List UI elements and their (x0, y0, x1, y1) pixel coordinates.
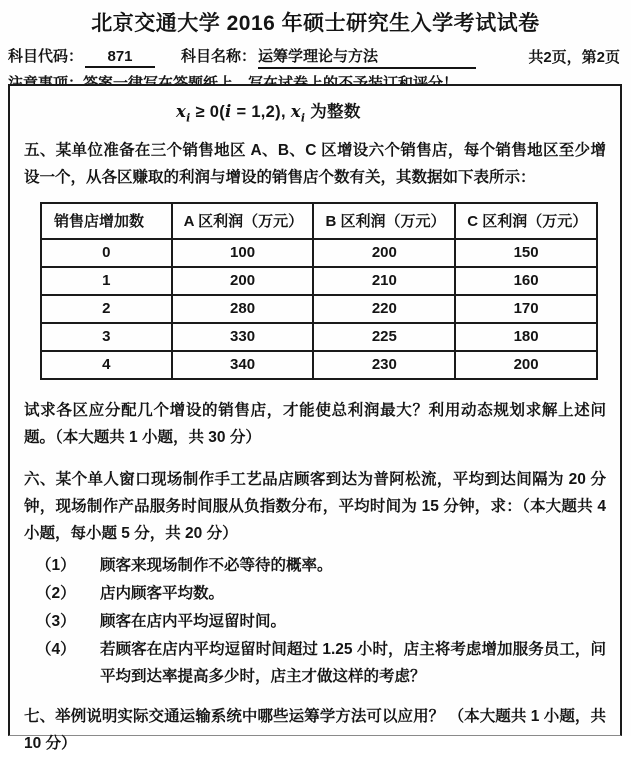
constraint-formula (176, 98, 606, 124)
subject-name-label: 科目名称： (181, 48, 257, 65)
question5-ask: 试求各区应分配几个增设的销售店，才能使总利润最大？利用动态规划求解上述问题。（本大题共 1 小题，共 30 分） (24, 402, 606, 447)
item-number: （4） (36, 641, 76, 659)
question6-item-2 (24, 580, 606, 607)
formula-text: 为整数 (305, 103, 361, 121)
formula-text: = 1,2), (231, 103, 291, 121)
subject-meta-line (8, 45, 623, 68)
table-cell: 200 (455, 351, 597, 379)
table-cell: 150 (455, 239, 597, 267)
question6-item-4 (24, 636, 606, 690)
formula-text: ≥ 0( (190, 103, 226, 121)
table-row (41, 239, 597, 267)
table-row (41, 267, 597, 295)
question6-item-1 (24, 552, 606, 579)
table-header-cell: A 区利润（万元） (172, 203, 314, 239)
subject-name-value: 运筹学理论与方法 (258, 45, 476, 69)
formula-var: x (290, 102, 301, 121)
table-cell: 220 (313, 295, 455, 323)
table-cell: 2 (41, 295, 172, 323)
table-cell: 340 (172, 351, 314, 379)
table-header-cell: B 区利润（万元） (313, 203, 455, 239)
table-cell: 210 (313, 267, 455, 295)
item-number: （3） (36, 613, 76, 631)
table-cell: 280 (172, 295, 314, 323)
subject-code-value: 871 (85, 48, 155, 68)
formula-var: x (176, 102, 187, 121)
question7-statement: 七、举例说明实际交通运输系统中哪些运筹学方法可以应用？ （本大题共 1 小题，共 10 分） (24, 708, 606, 753)
table-row (41, 351, 597, 379)
item-text: 顾客在店内平均逗留时间。 (100, 613, 287, 631)
table-cell: 1 (41, 267, 172, 295)
table-cell: 3 (41, 323, 172, 351)
table-row (41, 323, 597, 351)
formula-subscript: i (186, 111, 191, 125)
question5-statement: 五、某单位准备在三个销售地区 A、B、C 区增设六个销售店，每个销售地区至少增设一个，从各区赚取的利润与增设的销售店个数有关，其数据如下表所示： (24, 142, 606, 187)
question6-item-3 (24, 608, 606, 635)
page-info: 共2页，第2页 (528, 49, 620, 66)
formula-subscript: i (300, 111, 306, 125)
question6-statement: 六、某个单人窗口现场制作手工艺品店顾客到达为普阿松流，平均到达间隔为 20 分钟，现场制作产品服务时间服从负指数分布，平均时间为 15 分钟，求：（本大题共 4 小题，每小题 5 分，共 20 分） (24, 471, 606, 543)
profit-table (40, 202, 598, 380)
table-cell: 225 (313, 323, 455, 351)
page-title: 北京交通大学 2016 年硕士研究生入学考试试卷 (91, 12, 540, 35)
table-row (41, 295, 597, 323)
item-number: （2） (36, 585, 76, 603)
table-header-row (41, 203, 597, 239)
question-content-box (8, 84, 622, 753)
table-cell: 200 (172, 267, 314, 295)
table-cell: 180 (455, 323, 597, 351)
table-cell: 100 (172, 239, 314, 267)
item-number: （1） (36, 557, 76, 575)
table-cell: 200 (313, 239, 455, 267)
table-header-cell: C 区利润（万元） (455, 203, 597, 239)
item-text: 若顾客在店内平均逗留时间超过 1.25 小时，店主将考虑增加服务员工，问平均到达率提高多少时，店主才做这样的考虑？ (100, 641, 606, 686)
formula-var: i (225, 102, 232, 121)
subject-code-label: 科目代码： (8, 48, 84, 65)
item-text: 顾客来现场制作不必等待的概率。 (100, 557, 333, 575)
table-cell: 4 (41, 351, 172, 379)
question6-subitems (24, 552, 606, 690)
item-text: 店内顾客平均数。 (100, 585, 225, 603)
table-cell: 0 (41, 239, 172, 267)
table-cell: 170 (455, 295, 597, 323)
table-cell: 160 (455, 267, 597, 295)
table-cell: 330 (172, 323, 314, 351)
table-header-cell: 销售店增加数 (41, 203, 172, 239)
table-cell: 230 (313, 351, 455, 379)
